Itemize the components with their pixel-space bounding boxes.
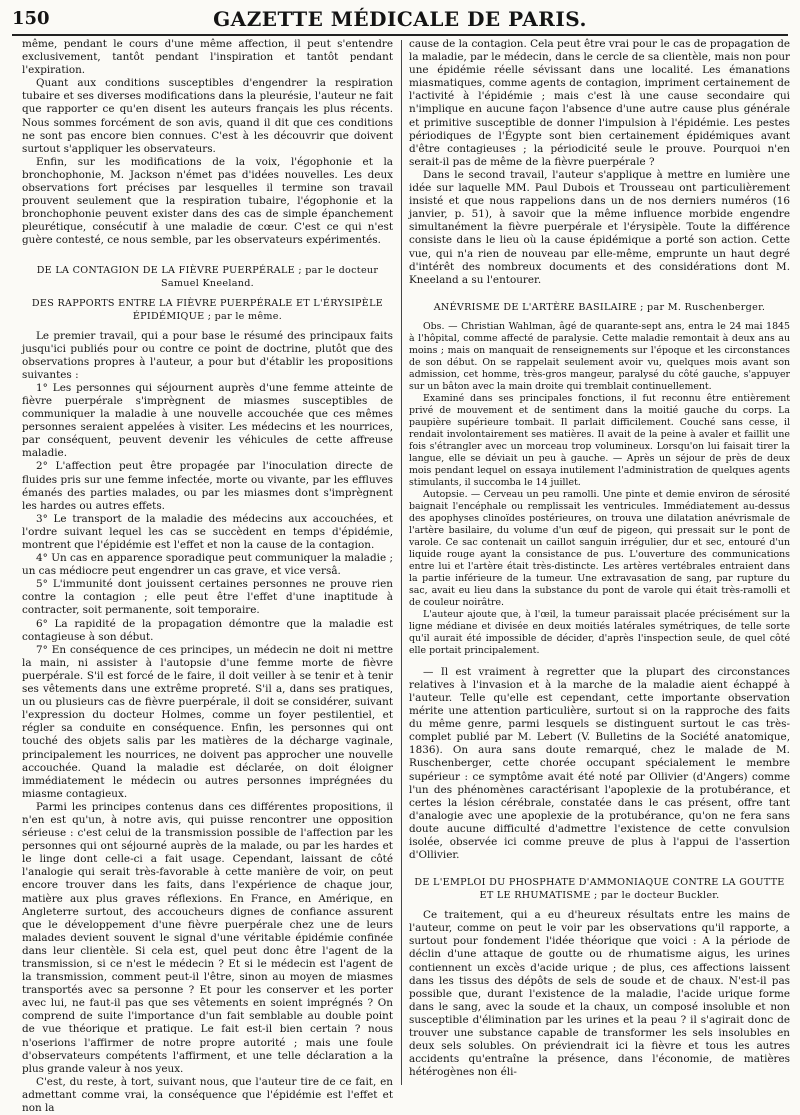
left-column	[22, 38, 393, 1115]
journal-title: GAZETTE MÉDICALE DE PARIS.	[213, 7, 587, 31]
spacer	[409, 657, 790, 666]
paragraph: Parmi les principes contenus dans ces différentes propositions, il n'en est qu'un, à notre avis, qui puisse rencontrer une opposition sérieuse : c'est celui de la transmission possible de l'affection par les personnes qui ont séjourné auprès de la malade, ou par les hardes et le linge dont celle-ci a fait usage. Cependant, laissant de côté l'analogie qui serait très-favorable à cette manière de voir, on peut encore trouver dans les faits, dans l'expérience de chaque jour, matière aux plus graves réflexions. En France, en Amérique, en Angleterre surtout, des accoucheurs dignes de confiance assurent que le développement d'une fièvre puerpérale chez une de leurs malades devient souvent le signal d'une véritable épidémie confinée dans leur clientèle. Si cela est, quel peut donc être l'agent de la transmission, si ce n'est le médecin ? Et si le médecin est l'agent de la transmission, comment peut-il l'être, sinon au moyen de miasmes transportés avec sa personne ? Et pour les conserver et les porter avec lui, ne faut-il pas que ses vêtements en soient imprégnés ? On comprend de suite l'importance d'un fait semblable au double point de vue théorique et pratique. Le fait est-il bien certain ? nous n'oserions l'affirmer de notre propre autorité ; mais une foule d'observateurs compétents l'affirment, et une telle déclaration a la plus grande valeur à nos yeux.	[22, 800, 393, 1075]
list-item: 6° La rapidité de la propagation démontre que la maladie est contagieuse à son début.	[22, 617, 393, 643]
commentary-paragraph: — Il est vraiment à regretter que la plupart des circonstances relatives à l'invasion et à la marche de la maladie aient échappé à l'auteur. Telle qu'elle est cependant, cette importante observation mérite une attention particulière, surtout si on la rapproche des faits du même genre, parmi lesquels se distinguent surtout le cas très-complet publié par M. Lebert (V. Bulletins de la Société anatomique, 1836). On aura sans doute remarqué, chez le malade de M. Ruschenberger, cette chorée occupant spécialement le membre supérieur : ce symptôme avait été noté par Ollivier (d'Angers) comme l'un des phénomènes caractérisant l'apoplexie de la protubérance, et certes la lésion cérébrale, constatée dans le cas présent, offre tant d'analogie avec une apoplexie de la protubérance, qu'on ne fera sans doute aucune difficulté d'admettre l'existence de cette convulsion isolée, observée ici comme preuve de plus à l'appui de l'assertion d'Ollivier.	[409, 665, 790, 862]
paragraph: Ce traitement, qui a eu d'heureux résultats entre les mains de l'auteur, comme on peut le voir par les observations qu'il rapporte, a surtout pour fondement l'idée théorique que voici : A la période de déclin d'une attaque de goutte ou de rhumatisme aigus, les urines contiennent un excès d'acide urique ; de plus, ces affections laissent dans les tissus des dépôts de sels de soude et de chaux. N'est-il pas possible que, durant l'existence de la maladie, l'acide urique forme dans le sang, avec la soude et la chaux, un composé insoluble et non susceptible d'élimination par les urines et la peau ? il s'agirait donc de trouver une substance capable de transformer les sels insolubles en deux sels solubles. On préviendrait ici la fièvre et tous les autres accidents qu'entraîne la présence, dans l'économie, de matières hétérogènes non éli-	[409, 909, 790, 1079]
observation-paragraph: L'auteur ajoute que, à l'œil, la tumeur paraissait placée précisément sur la ligne médiane et divisée en deux moitiés latérales symétriques, de telle sorte qu'il aurait été impossible de décider, d'après l'inspection seule, de quel côté elle portait principalement.	[409, 608, 790, 656]
list-item: 2° L'affection peut être propagée par l'inoculation directe de fluides pris sur une femme infectée, morte ou vivante, par les effluves émanés des parties malades, ou par les miasmes dont s'imprègnent les hardes ou autres effets.	[22, 460, 393, 512]
paragraph: cause de la contagion. Cela peut être vrai pour le cas de propagation de la maladie, par le médecin, dans le cercle de sa clientèle, mais non pour une épidémie réelle sévissant dans une localité. Les émanations miasmatiques, comme agents de contagion, impriment certainement de l'activité à l'épidémie ; mais c'est là une cause secondaire qui n'implique en aucune façon l'absence d'une autre cause plus générale et primitive susceptible de donner l'impulsion à l'épidémie. Les pestes périodiques de l'Égypte sont bien certainement épidémiques avant d'être contagieuses ; la périodicité seule le prouve. Pourquoi n'en serait-il pas de même de la fièvre puerpérale ?	[409, 38, 790, 168]
observation-paragraph: Examiné dans ses principales fonctions, il fut reconnu être entièrement privé de mouvement et de sentiment dans la moitié gauche du corps. La paupière supérieure tombait. Il parlait difficilement. Couché sans cesse, il rendait involontairement ses matières. Il avait de la peine à avaler et faillit une fois s'étrangler avec un morceau trop volumineux. Lorsqu'on lui faisait tirer la langue, elle se déviait un peu à gauche. — Après un séjour de près de deux mois pendant lequel on essaya inutilement l'administration de quelques agents stimulants, il succomba le 14 juillet.	[409, 392, 790, 488]
list-item: 3° Le transport de la maladie des médecins aux accouchées, et l'ordre suivant lequel les cas se succèdent en temps d'épidémie, montrent que l'épidémie est l'effet et non la cause de la contagion.	[22, 512, 393, 551]
page-number: 150	[12, 8, 50, 29]
paragraph: Enfin, sur les modifications de la voix, l'égophonie et la bronchophonie, M. Jackson n'émet pas d'idées nouvelles. Les deux observations fort précises par lesquelles il termine son travail prouvent seulement que la respiration tubaire, l'égophonie et la bronchophonie peuvent exister dans des cas de simple épanchement pleurétique, consécutif à une maladie de cœur. C'est ce qui n'est guère contesté, ce nous semble, par les observateurs expérimentés.	[22, 155, 393, 247]
column-divider	[401, 40, 402, 1085]
list-item: 7° En conséquence de ces principes, un médecin ne doit ni mettre la main, ni assister à l'autopsie d'une femme morte de fièvre puerpérale. S'il est forcé de le faire, il doit veiller à se tenir et à tenir ses vêtements dans une extrême propreté. S'il a, dans ses pratiques, un ou plusieurs cas de fièvre puerpérale, il doit se considérer, suivant l'expression du docteur Holmes, comme un foyer pestilentiel, et régler sa conduite en conséquence. Enfin, les personnes qui ont touché des objets salis par les matières de la décharge vaginale, principalement les nourrices, ne doivent pas approcher une nouvelle accouchée. Quand la maladie est déclarée, on doit éloigner immédiatement le médecin ou autres personnes imprégnées du miasme contagieux.	[22, 643, 393, 800]
paragraph: Dans le second travail, l'auteur s'applique à mettre en lumière une idée sur laquelle MM. Paul Dubois et Trousseau ont particulièrement insisté et que nous rappelions dans un de nos derniers numéros (16 janvier, p. 51), à savoir que la même influence morbide engendre simultanément la fièvre puerpérale et l'érysipèle. Toute la différence consiste dans le lieu où la cause épidémique a porté son action. Cette vue, qui n'a rien de nouveau par elle-même, emprunte un haut degré d'intérêt des nombreux documents et des considérations dont M. Kneeland a su l'entourer.	[409, 168, 790, 286]
paragraph: même, pendant le cours d'une même affection, il peut s'entendre exclusivement, tantôt pendant l'inspiration et tantôt pendant l'expiration.	[22, 38, 393, 77]
list-item: 5° L'immunité dont jouissent certaines personnes ne prouve rien contre la contagion ; elle peut être l'effet d'une inaptitude à contracter, soit permanente, soit temporaire.	[22, 578, 393, 617]
right-column	[409, 38, 790, 1088]
paragraph: C'est, du reste, à tort, suivant nous, que l'auteur tire de ce fait, en admettant comme vrai, la conséquence que l'épidémie est l'effet et non la	[22, 1075, 393, 1115]
article-title-phosphate: DE L'EMPLOI DU PHOSPHATE D'AMMONIAQUE CONTRE LA GOUTTE ET LE RHUMATISME ; par le docteur Buckler.	[414, 877, 785, 902]
article-title-anevrisme: ANÉVRISME DE L'ARTÈRE BASILAIRE ; par M. Ruschenberger.	[433, 301, 766, 313]
list-item: 1° Les personnes qui séjournent auprès d'une femme atteinte de fièvre puerpérale s'imprègnent de miasmes susceptibles de communiquer la maladie à une nouvelle accouchée que ces mêmes personnes seraient appelées à visiter. Les médecins et les nourrices, par conséquent, peuvent devenir les véhicules de cette affreuse maladie.	[22, 381, 393, 460]
article-title-contagion: DE LA CONTAGION DE LA FIÈVRE PUERPÉRALE ; par le docteur Samuel Kneeland.	[36, 264, 379, 289]
list-item: 4° Un cas en apparence sporadique peut communiquer la maladie ; un cas médiocre peut engendrer un cas grave, et vice versâ.	[22, 552, 393, 578]
observation-paragraph: Obs. — Christian Wahlman, âgé de quarante-sept ans, entra le 24 mai 1845 à l'hôpital, comme affecté de paralysie. Cette maladie remontait à deux ans au moins ; mais on manquait de renseignements sur l'époque et les circonstances de son début. On se rappelait seulement avoir vu, quelques mois avant son admission, cet homme, très-gros mangeur, paralysé du côté gauche, s'appuyer sur un bâton avec la main droite qui tremblait continuellement.	[409, 320, 790, 392]
page-header	[12, 6, 788, 32]
header-rule	[12, 34, 788, 36]
paragraph: Le premier travail, qui a pour base le résumé des principaux faits jusqu'ici publiés pour ou contre ce point de doctrine, plutôt que des observations propres à l'auteur, a pour but d'établir les propositions suivantes :	[22, 329, 393, 381]
article-title-erysipele: DES RAPPORTS ENTRE LA FIÈVRE PUERPÉRALE ET L'ÉRYSIPÈLE ÉPIDÉMIQUE ; par le même.	[31, 297, 384, 322]
paragraph: Quant aux conditions susceptibles d'engendrer la respiration tubaire et ses diverses modifications dans la pleurésie, l'auteur ne fait que rapporter ce qu'en disent les auteurs français les plus récents. Nous sommes forcément de son avis, quand il dit que ces conditions ne sont pas encore bien connues. C'est à les découvrir que doivent surtout s'appliquer les observateurs.	[22, 77, 393, 155]
autopsy-paragraph: Autopsie. — Cerveau un peu ramolli. Une pinte et demie environ de sérosité baignait l'encéphale ou remplissait les ventricules. Immédiatement au-dessus des apophyses clinoïdes postérieures, on trouva une dilatation anévrismale de l'artère basilaire, du volume d'un œuf de pigeon, qui pressait sur le pont de varole. Ce sac contenait un caillot sanguin irrégulier, dur et sec, entouré d'un liquide rouge ayant la consistance de pus. L'ouverture des communications entre lui et l'artère était très-distincte. Les artères vertébrales entraient dans la partie inférieure de la tumeur. Une extravasation de sang, par rupture du sac, avait eu lieu dans la substance du pont de varole qui était très-ramolli et de couleur noirâtre.	[409, 488, 790, 608]
